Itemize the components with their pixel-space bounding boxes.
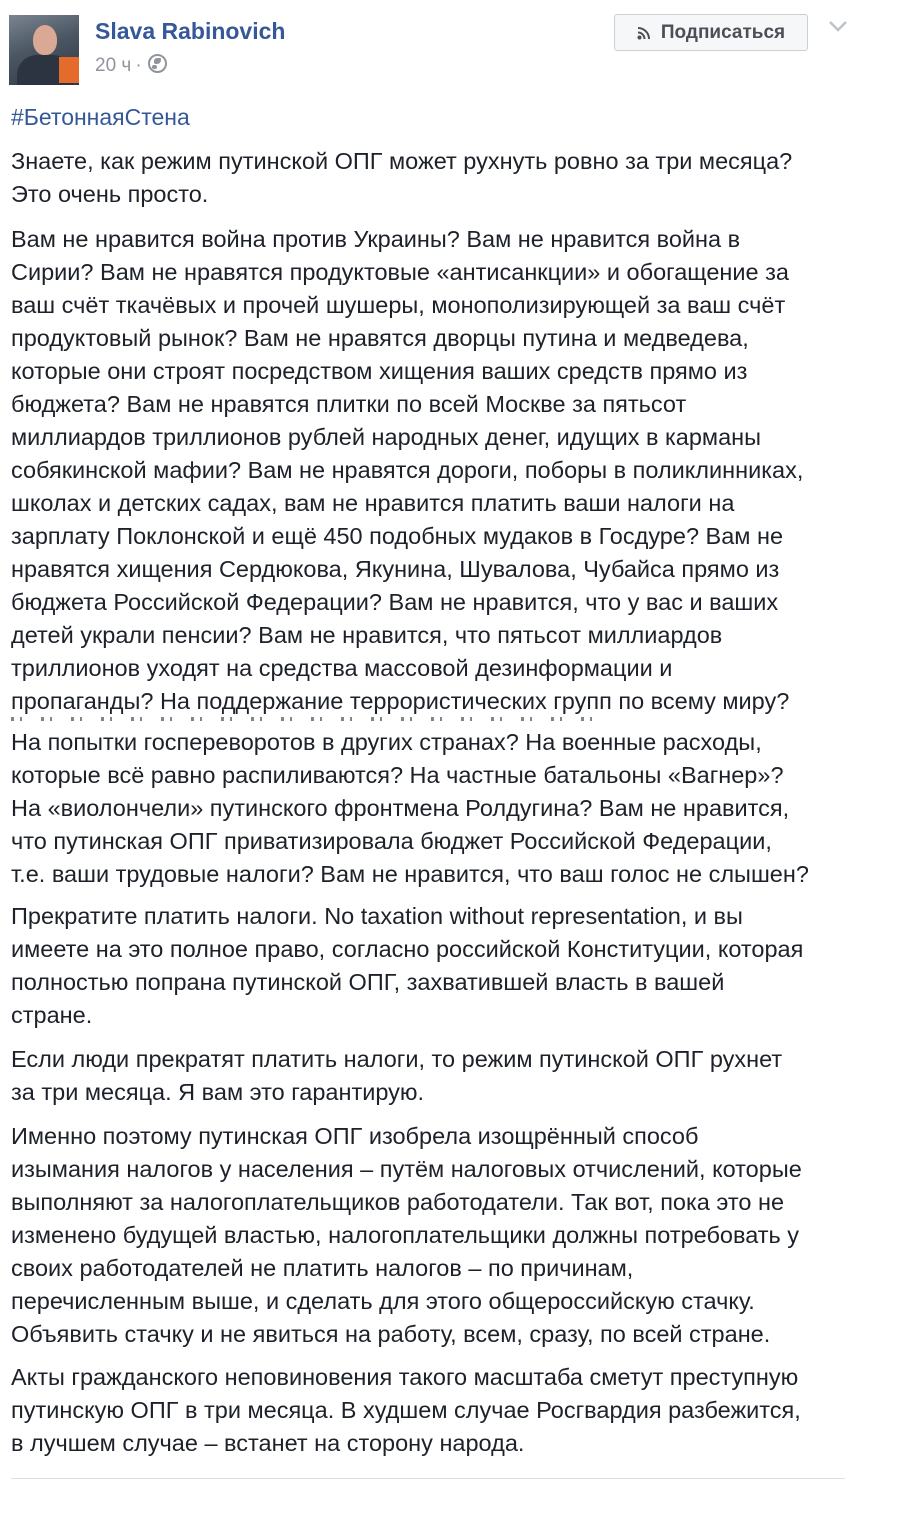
text-line: перечисленным выше, и сделать для этого общероссийскую стачку. <box>11 1288 755 1314</box>
globe-icon[interactable] <box>148 54 167 73</box>
text-line: Это очень просто. <box>11 181 209 207</box>
post-timestamp[interactable]: 20 ч <box>95 55 132 76</box>
subscribe-button[interactable] <box>614 14 808 51</box>
text-line: нравятся хищения Сердюкова, Якунина, Шувалова, Чубайса прямо из <box>11 556 780 582</box>
text-line: в лучшем случае – встанет на сторону народа. <box>11 1430 525 1456</box>
text-line: Акты гражданского неповиновения такого масштаба сметут преступную <box>11 1364 799 1390</box>
text-line: Именно поэтому путинская ОПГ изобрела изощрённый способ <box>11 1123 699 1149</box>
post-paragraph-7 <box>11 1361 861 1460</box>
subscribe-label: Подписаться <box>660 21 786 43</box>
text-line: которые они строят посредством хищения ваших средств прямо из <box>11 358 748 384</box>
chevron-down-icon[interactable] <box>826 18 850 34</box>
hashtag-link[interactable]: #БетоннаяСтена <box>11 104 190 130</box>
post-meta <box>95 54 167 77</box>
text-line: бюджета? Вам не нравятся плитки по всей Москве за пятьсот <box>11 391 687 417</box>
text-line: имеете на это полное право, согласно российской Конституции, которая <box>11 936 804 962</box>
text-line: бюджета Российской Федерации? Вам не нравится, что у вас и ваших <box>11 589 779 615</box>
post-paragraph-6 <box>11 1120 861 1351</box>
rss-icon <box>637 26 651 40</box>
text-line: Вам не нравится война против Украины? Вам не нравится война в <box>11 226 741 252</box>
text-line: своих работодателей не платить налогов – по причинам, <box>11 1255 634 1281</box>
text-line: зарплату Поклонской и ещё 450 подобных мудаков в Госдуре? Вам не <box>11 523 784 549</box>
text-line: собякинской мафии? Вам не нравятся дороги, поборы в поликлинниках, <box>11 457 804 483</box>
text-line: изымания налогов у населения – путём налоговых отчислений, которые <box>11 1156 802 1182</box>
author-name[interactable]: Slava Rabinovich <box>95 18 286 44</box>
post-paragraph-5 <box>11 1043 861 1109</box>
text-line: путинскую ОПГ в три месяца. В худшем случае Росгвардия разбежится, <box>11 1397 801 1423</box>
text-line: продуктовый рынок? Вам не нравятся дворцы путина и медведева, <box>11 325 749 351</box>
post-paragraph-3 <box>11 726 861 891</box>
text-line: Объявить стачку и не явиться на работу, всем, сразу, по всей стране. <box>11 1321 771 1347</box>
text-line: Если люди прекратят платить налоги, то режим путинской ОПГ рухнет <box>11 1046 783 1072</box>
text-line: ваш счёт ткачёвых и прочей шушеры, монополизирующей за ваш счёт <box>11 292 786 318</box>
post-paragraph-1 <box>11 145 861 211</box>
text-line: что путинская ОПГ приватизировала бюджет Российской Федерации, <box>11 828 772 854</box>
text-line: стране. <box>11 1002 93 1028</box>
screenshot-seam <box>11 717 611 721</box>
text-line: полностью попрана путинской ОПГ, захватившей власть в вашей <box>11 969 725 995</box>
text-line: за три месяца. Я вам это гарантирую. <box>11 1079 425 1105</box>
text-line: миллиардов триллионов рублей народных денег, идущих в карманы <box>11 424 762 450</box>
post-paragraph-4 <box>11 900 861 1032</box>
meta-separator: · <box>135 55 142 76</box>
text-line: Прекратите платить налоги. No taxation without representation, и вы <box>11 903 743 929</box>
text-line: Знаете, как режим путинской ОПГ может рухнуть ровно за три месяца? <box>11 148 793 174</box>
text-line: Сирии? Вам не нравятся продуктовые «антисанкции» и обогащение за <box>11 259 789 285</box>
text-line: выполняют за налогоплательщиков работодатели. Так вот, пока это не <box>11 1189 785 1215</box>
text-line: изменено будущей властью, налогоплательщики должны потребовать у <box>11 1222 800 1248</box>
text-line: т.е. ваши трудовые налоги? Вам не нравится, что ваш голос не слышен? <box>11 861 809 887</box>
text-line: детей украли пенсии? Вам не нравится, что пятьсот миллиардов <box>11 622 723 648</box>
text-line: триллионов уходят на средства массовой дезинформации и <box>11 655 673 681</box>
avatar-badge <box>59 57 79 83</box>
text-line: На попытки госпереворотов в других странах? На военные расходы, <box>11 729 762 755</box>
avatar[interactable] <box>9 15 79 85</box>
avatar-face <box>33 25 57 55</box>
text-line: На «виолончели» путинского фронтмена Ролдугина? Вам не нравится, <box>11 795 790 821</box>
post-paragraph-2 <box>11 223 861 718</box>
text-line: школах и детских садах, вам не нравится платить ваши налоги на <box>11 490 735 516</box>
text-line: пропаганды? На поддержание террористических групп по всему миру? <box>11 688 790 714</box>
post-divider <box>11 1478 845 1479</box>
text-line: которые всё равно распиливаются? На частные батальоны «Вагнер»? <box>11 762 784 788</box>
